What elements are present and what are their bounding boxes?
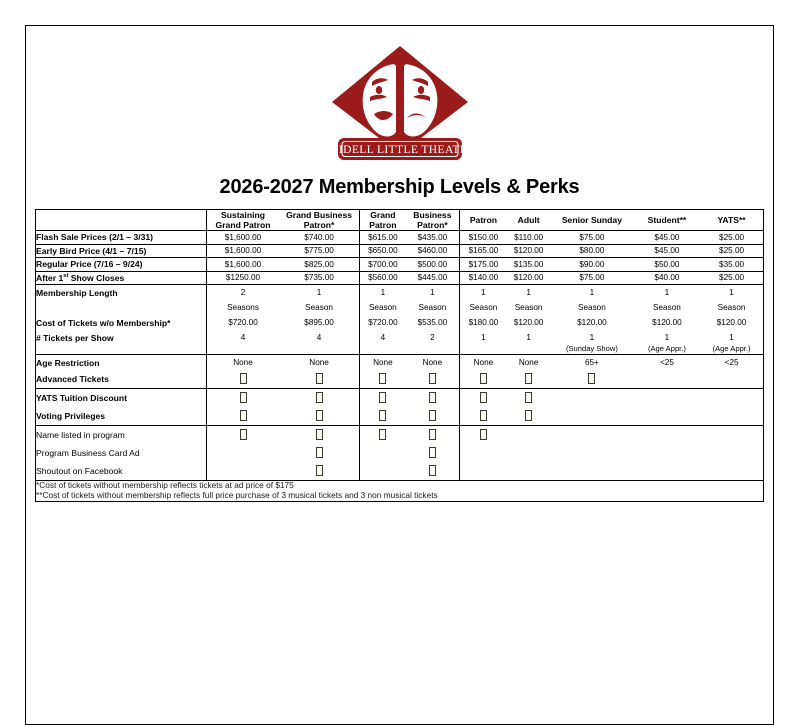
row-label-blank: [36, 300, 207, 315]
table-row-membership-length: [36, 285, 764, 301]
perk-check-empty: [634, 370, 700, 389]
cell-value: None: [373, 357, 393, 367]
cell-value: 1: [526, 332, 531, 342]
cell-value: $25.00: [700, 244, 763, 258]
checkmark-icon: [240, 410, 247, 421]
cell-unit: Seasons: [227, 302, 259, 312]
table-row-perk: [36, 389, 764, 408]
checkmark-icon: [379, 392, 386, 403]
cell-value: $50.00: [634, 258, 700, 272]
checkmark-icon: [429, 373, 436, 384]
cell-value: $120.00: [507, 271, 550, 285]
checkmark-icon: [379, 429, 386, 440]
cell-value: 4: [280, 330, 360, 345]
cell-unit: Season: [280, 300, 360, 315]
cell-value: 65+: [584, 357, 599, 367]
perk-check-empty: [634, 426, 700, 445]
checkmark-icon: [429, 429, 436, 440]
cell-value: 1: [664, 332, 670, 342]
cell-unit: Season: [469, 302, 498, 312]
cell-value: $45.00: [634, 244, 700, 258]
cell-value: $25.00: [700, 231, 763, 245]
perk-check-empty: [700, 389, 763, 408]
row-label: Membership Length: [36, 285, 207, 301]
checkmark-icon: [379, 410, 386, 421]
cell-value: $460.00: [406, 244, 459, 258]
perk-check-empty: [634, 389, 700, 408]
checkmark-icon: [429, 465, 436, 476]
cell-value: None: [473, 357, 494, 367]
cell-value: 4: [240, 332, 246, 342]
perk-check-empty: [550, 389, 634, 408]
cell-unit: Season: [514, 302, 543, 312]
cell-value: 2: [240, 287, 246, 297]
cell-value: $35.00: [700, 258, 763, 272]
header-line2: Patron*: [417, 220, 448, 231]
cell-unit: Season: [700, 300, 763, 315]
perk-check-marked: [359, 370, 406, 389]
table-row-footnote-2: [36, 491, 764, 501]
cell-value: $120.00: [577, 317, 607, 327]
cell-value: 1: [589, 287, 595, 297]
cell-value: 1: [589, 332, 595, 342]
cell-value: $45.00: [634, 231, 700, 245]
cell-value: $445.00: [406, 271, 459, 285]
cell-unit: Season: [368, 302, 397, 312]
cell-value: $40.00: [634, 271, 700, 285]
cell-value: $140.00: [459, 271, 507, 285]
cell-value: $180.00: [468, 317, 499, 327]
perk-check-empty: [700, 407, 763, 426]
table-row-regular-price: [36, 258, 764, 272]
table-row-after-first-show: [36, 271, 764, 285]
checkmark-icon: [429, 392, 436, 403]
cell-value: $110.00: [507, 231, 550, 245]
cell-value: $120.00: [700, 315, 763, 330]
cell-value: 2: [406, 330, 459, 345]
row-label-blank: [36, 345, 207, 354]
table-header-row: [36, 210, 764, 231]
cell-value: 1: [380, 287, 386, 297]
perk-rows-group: [36, 370, 764, 481]
cell-value: $775.00: [280, 244, 360, 258]
cell-value: $740.00: [280, 231, 360, 245]
checkmark-icon: [525, 392, 532, 403]
cell-value: $135.00: [507, 258, 550, 272]
header-cell-business-patron: [406, 210, 459, 231]
cell-value: 1: [526, 287, 531, 297]
checkmark-icon: [525, 410, 532, 421]
perk-check-marked: [206, 370, 280, 389]
row-label: Cost of Tickets w/o Membership*: [36, 315, 207, 330]
perk-check-empty: [700, 370, 763, 389]
perk-check-empty: [459, 444, 507, 462]
cell-value: $560.00: [359, 271, 406, 285]
checkmark-icon: [316, 447, 323, 458]
perk-check-marked: [459, 426, 507, 445]
header-cell-senior-sunday: Senior Sunday: [550, 210, 634, 231]
cell-value: $895.00: [280, 315, 360, 330]
cell-subnote: (Age Appr.): [634, 345, 700, 354]
cell-value: 1: [481, 287, 486, 297]
cell-subnote: [280, 345, 360, 354]
table-row-cost-without-membership: [36, 315, 764, 330]
cell-value: $175.00: [459, 258, 507, 272]
perk-check-empty: [359, 462, 406, 481]
perk-check-empty: [507, 426, 550, 445]
header-line2: Grand Patron: [215, 220, 271, 231]
perk-check-empty: [700, 462, 763, 481]
perk-check-empty: [550, 444, 634, 462]
cell-unit: Season: [653, 302, 681, 312]
perk-check-marked: [406, 426, 459, 445]
checkmark-icon: [316, 465, 323, 476]
row-label: Regular Price (7/16 – 9/24): [36, 258, 207, 272]
cell-subnote: (Age Appr.): [700, 345, 763, 354]
header-line2: Patron: [369, 220, 397, 231]
cell-subnote: [406, 345, 459, 354]
cell-subnote: [459, 345, 507, 354]
cell-value: 1: [280, 285, 360, 301]
perk-check-marked: [406, 407, 459, 426]
perk-check-marked: [206, 389, 280, 408]
header-cell-grand-patron: [359, 210, 406, 231]
cell-value: $720.00: [368, 317, 398, 327]
cell-value: $535.00: [406, 315, 459, 330]
table-row-perk: [36, 426, 764, 445]
perk-check-marked: [280, 407, 360, 426]
row-label: Name listed in program: [36, 426, 207, 445]
cell-value: 4: [380, 332, 386, 342]
table-row-tickets-per-show-notes: [36, 345, 764, 354]
perk-check-empty: [634, 462, 700, 481]
table-row-membership-length-units: [36, 300, 764, 315]
header-cell-grand-business-patron: [280, 210, 360, 231]
perk-check-marked: [550, 370, 634, 389]
header-line1: Business: [413, 210, 452, 220]
slidell-little-theatre-logo: [320, 42, 480, 170]
table-row-early-bird: [36, 244, 764, 258]
table-row-tickets-per-show: [36, 330, 764, 345]
row-label: Shoutout on Facebook: [36, 462, 207, 481]
cell-value: 1: [664, 287, 670, 297]
page-title: 2026-2027 Membership Levels & Perks: [219, 176, 580, 198]
footnote-single-asterisk: *Cost of tickets without membership reflects tickets at ad price of $175: [36, 481, 764, 491]
cell-value: $1,600.00: [206, 258, 280, 272]
cell-unit: Season: [578, 302, 606, 312]
perk-check-empty: [507, 444, 550, 462]
cell-value: $90.00: [550, 258, 634, 272]
perk-check-marked: [359, 389, 406, 408]
document-page: [25, 25, 774, 725]
cell-value: $120.00: [507, 244, 550, 258]
cell-value: $1,600.00: [206, 244, 280, 258]
perk-check-marked: [406, 370, 459, 389]
perk-check-marked: [206, 426, 280, 445]
checkmark-icon: [480, 410, 487, 421]
cell-value: $735.00: [280, 271, 360, 285]
perk-check-marked: [280, 389, 360, 408]
table-row-perk: [36, 407, 764, 426]
perk-check-empty: [459, 462, 507, 481]
header-line1: Sustaining: [221, 210, 265, 220]
cell-value: $75.00: [550, 271, 634, 285]
perk-check-marked: [459, 370, 507, 389]
perk-check-empty: [634, 444, 700, 462]
perk-check-marked: [359, 426, 406, 445]
cell-subnote: (Sunday Show): [550, 345, 634, 354]
cell-value: <25: [700, 355, 763, 371]
cell-value: $25.00: [700, 271, 763, 285]
footnote-double-asterisk: **Cost of tickets without membership reflects full price purchase of 3 musical tickets and 3 non musical tickets: [36, 491, 764, 501]
perk-check-marked: [359, 407, 406, 426]
header-cell-yats: YATS**: [700, 210, 763, 231]
checkmark-icon: [480, 392, 487, 403]
cell-value: $1250.00: [206, 271, 280, 285]
perk-check-marked: [280, 444, 360, 462]
checkmark-icon: [316, 429, 323, 440]
cell-value: $120.00: [652, 317, 682, 327]
membership-levels-table: [35, 209, 764, 502]
cell-value: None: [406, 355, 459, 371]
perk-check-marked: [459, 389, 507, 408]
cell-value: $700.00: [359, 258, 406, 272]
row-label-sup: st: [63, 273, 69, 280]
perk-check-marked: [507, 389, 550, 408]
cell-value: $80.00: [550, 244, 634, 258]
checkmark-icon: [480, 373, 487, 384]
table-row-age-restriction: [36, 355, 764, 371]
row-label-pre: After 1: [36, 272, 64, 283]
cell-value: 1: [700, 330, 763, 345]
perk-check-empty: [550, 407, 634, 426]
cell-value: None: [233, 357, 253, 367]
cell-value: $500.00: [406, 258, 459, 272]
header-line1: Grand Business: [286, 210, 353, 220]
perk-check-marked: [406, 462, 459, 481]
header-cell-blank: [36, 210, 207, 231]
cell-value: $720.00: [228, 317, 258, 327]
table-row-perk: [36, 444, 764, 462]
cell-value: 1: [481, 332, 486, 342]
perk-check-empty: [550, 426, 634, 445]
checkmark-icon: [480, 429, 487, 440]
row-label-post: Show Closes: [68, 272, 125, 283]
header-line2: Patron*: [303, 220, 335, 231]
table-row-flash-sale: [36, 231, 764, 245]
cell-value: $1,600.00: [206, 231, 280, 245]
perk-check-marked: [280, 426, 360, 445]
table-row-perk: [36, 462, 764, 481]
cell-value: $165.00: [459, 244, 507, 258]
checkmark-icon: [316, 410, 323, 421]
row-label: [36, 271, 207, 285]
perk-check-empty: [700, 426, 763, 445]
checkmark-icon: [429, 447, 436, 458]
cell-value: 1: [406, 285, 459, 301]
row-label: # Tickets per Show: [36, 330, 207, 345]
row-label: Flash Sale Prices (2/1 – 3/31): [36, 231, 207, 245]
perk-check-empty: [206, 462, 280, 481]
cell-value: <25: [660, 357, 674, 367]
row-label: Voting Privileges: [36, 407, 207, 426]
perk-check-marked: [280, 462, 360, 481]
logo-wordmark: SLIDELL LITTLE THEATRE: [324, 144, 475, 156]
checkmark-icon: [240, 373, 247, 384]
perk-check-marked: [507, 370, 550, 389]
row-label: Advanced Tickets: [36, 370, 207, 389]
cell-value: $120.00: [513, 317, 544, 327]
perk-check-empty: [206, 444, 280, 462]
row-label: Program Business Card Ad: [36, 444, 207, 462]
cell-value: None: [518, 357, 539, 367]
perk-check-empty: [550, 462, 634, 481]
cell-value: None: [280, 355, 360, 371]
header-cell-student: Student**: [634, 210, 700, 231]
cell-value: $650.00: [359, 244, 406, 258]
cell-value: $75.00: [550, 231, 634, 245]
cell-value: $825.00: [280, 258, 360, 272]
perk-check-empty: [359, 444, 406, 462]
checkmark-icon: [525, 373, 532, 384]
perk-check-marked: [206, 407, 280, 426]
perk-check-empty: [700, 444, 763, 462]
header-cell-adult: Adult: [507, 210, 550, 231]
cell-value: $615.00: [359, 231, 406, 245]
header-line1: Grand: [370, 210, 396, 220]
row-label: Early Bird Price (4/1 – 7/15): [36, 244, 207, 258]
checkmark-icon: [316, 373, 323, 384]
perk-check-empty: [634, 407, 700, 426]
perk-check-marked: [406, 389, 459, 408]
header-cell-patron: Patron: [459, 210, 507, 231]
row-label: Age Restriction: [36, 355, 207, 371]
perk-check-marked: [406, 444, 459, 462]
cell-subnote: [507, 345, 550, 354]
checkmark-icon: [240, 392, 247, 403]
checkmark-icon: [429, 410, 436, 421]
cell-subnote: [206, 345, 280, 354]
checkmark-icon: [240, 429, 247, 440]
perk-check-empty: [507, 462, 550, 481]
cell-value: $435.00: [406, 231, 459, 245]
cell-unit: Season: [406, 300, 459, 315]
cell-subnote: [359, 345, 406, 354]
checkmark-icon: [316, 392, 323, 403]
perk-check-marked: [459, 407, 507, 426]
table-row-perk: [36, 370, 764, 389]
cell-value: 1: [700, 285, 763, 301]
checkmark-icon: [379, 373, 386, 384]
cell-value: $150.00: [459, 231, 507, 245]
checkmark-icon: [588, 373, 595, 384]
header-cell-sustaining-grand-patron: [206, 210, 280, 231]
perk-check-marked: [507, 407, 550, 426]
row-label: YATS Tuition Discount: [36, 389, 207, 408]
perk-check-marked: [280, 370, 360, 389]
logo-header: [26, 26, 773, 174]
